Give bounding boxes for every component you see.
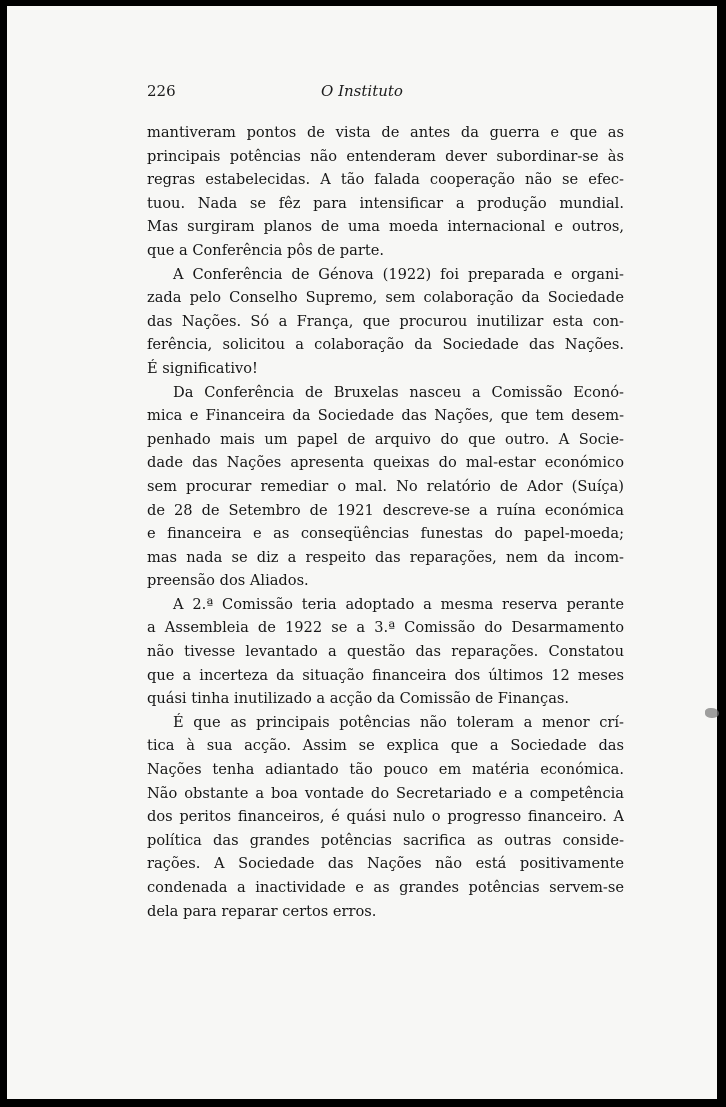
text-line: quási tinha inutilizado a acção da Comissão de Finanças. (147, 690, 570, 708)
text-line: É que as principais potências não toleram a menor crí- (173, 713, 624, 731)
text-line: regras estabelecidas. A tão falada cooperação não se efec- (147, 171, 624, 189)
text-line: Nações tenha adiantado tão pouco em matéria económica. (147, 761, 624, 779)
text-line: que a incerteza da situação financeira dos últimos 12 meses (147, 666, 624, 684)
text-line: das Nações. Só a França, que procurou inutilizar esta con- (147, 312, 624, 330)
body-text (147, 121, 624, 923)
text-line: condenada a inactividade e as grandes potências servem-se (147, 879, 624, 896)
text-line: preensão dos Aliados. (147, 572, 309, 590)
text-line: que a Conferência pôs de parte. (147, 241, 384, 259)
text-line: e financeira e as conseqüências funestas do papel-moeda; (147, 525, 624, 543)
text-line: tica à sua acção. Assim se explica que a Sociedade das (147, 737, 624, 755)
page-number: 226 (147, 82, 176, 100)
text-line: principais potências não entenderam dever subordinar-se às (147, 147, 624, 165)
text-line: mica e Financeira da Sociedade das Nações, que tem desem- (147, 407, 624, 425)
text-line: Mas surgiram planos de uma moeda internacional e outros, (147, 218, 624, 236)
text-line: de 28 de Setembro de 1921 descreve-se a ruína económica (147, 501, 624, 519)
text-line: política das grandes potências sacrifica as outras conside- (147, 831, 624, 849)
ink-smudge (705, 708, 719, 718)
text-line: mantiveram pontos de vista de antes da guerra e que as (147, 124, 624, 141)
text-line: sem procurar remediar o mal. No relatório de Ador (Suíça) (147, 477, 624, 495)
text-line: A Conferência de Génova (1922) foi preparada e organi- (173, 265, 624, 283)
text-line: tuou. Nada se fêz para intensificar a produção mundial. (147, 194, 624, 212)
text-line: dela para reparar certos erros. (147, 902, 377, 920)
text-line: zada pelo Conselho Supremo, sem colaboração da Sociedade (147, 289, 624, 307)
text-line: a Assembleia de 1922 se a 3.ª Comissão do Desarmamento (147, 619, 624, 637)
text-line: Não obstante a boa vontade do Secretariado e a competência (147, 784, 624, 802)
text-line: Da Conferência de Bruxelas nasceu a Comissão Econó- (173, 383, 624, 401)
text-line: rações. A Sociedade das Nações não está positivamente (147, 855, 624, 873)
text-line: penhado mais um papel de arquivo do que outro. A Socie- (147, 430, 624, 448)
text-line: A 2.ª Comissão teria adoptado a mesma reserva perante (173, 595, 624, 613)
text-line: É significativo! (147, 359, 258, 377)
book-page (7, 6, 717, 1099)
text-line: dos peritos financeiros, é quási nulo o progresso financeiro. A (147, 808, 624, 826)
running-title: O Instituto (321, 82, 403, 100)
text-line: não tivesse levantado a questão das reparações. Constatou (147, 643, 624, 661)
text-line: ferência, solicitou a colaboração da Sociedade das Nações. (147, 336, 624, 354)
text-line: dade das Nações apresenta queixas do mal-estar económico (147, 454, 624, 472)
page-header (7, 82, 717, 106)
text-line: mas nada se diz a respeito das reparações, nem da incom- (147, 548, 624, 566)
